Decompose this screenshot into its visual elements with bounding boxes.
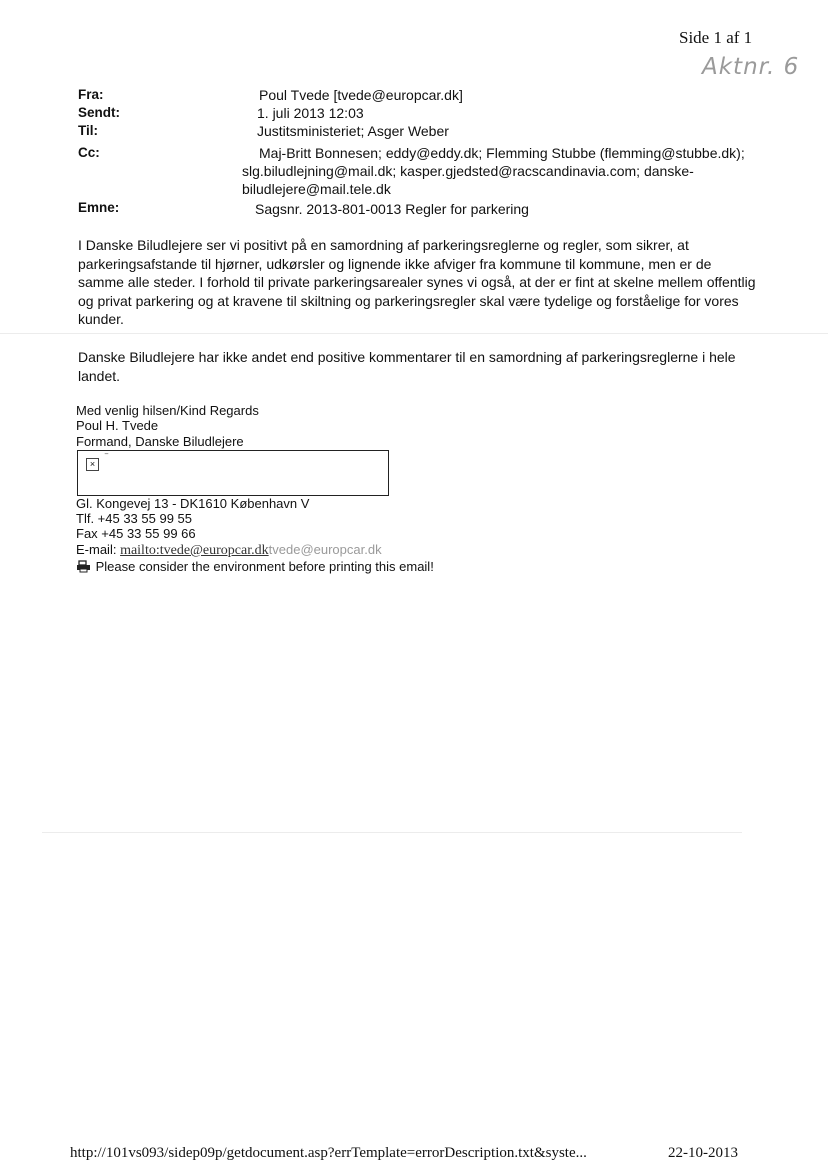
signature-email-line <box>76 542 382 559</box>
environment-note-text: Please consider the environment before printing this email! <box>95 559 434 574</box>
body-paragraph-1-text: I Danske Biludlejere ser vi positivt på en samordning af parkeringsreglerne og regler, som sikrer, at parkeringsafstande til hjørner, udkørsler og lignende ikke afviger fra kommune til kommune, men er de samme alle steder. I forhold til private parkeringsarealer synes vi også, at der er fint at skelne mellem offentlig og privat parkering og at kravene til skiltning og parkeringsregler skal være tydelige og forståelige for vores kunder. <box>78 237 756 327</box>
broken-image-caption-mark: ‾ <box>105 453 108 463</box>
footer-date: 22-10-2013 <box>668 1145 738 1161</box>
cc-label: Cc: <box>78 145 100 160</box>
signature-greeting: Med venlig hilsen/Kind Regards <box>76 403 259 418</box>
environment-note <box>76 559 434 575</box>
sent-label: Sendt: <box>78 105 120 120</box>
subject-label: Emne: <box>78 200 120 215</box>
signature-phone: Tlf. +45 33 55 99 55 <box>76 511 193 526</box>
broken-image-icon: × <box>86 458 99 471</box>
email-link[interactable]: mailto:tvede@europcar.dk <box>120 543 269 558</box>
page-number: Side 1 af 1 <box>679 28 753 47</box>
scan-line-2 <box>42 832 742 833</box>
body-paragraph-1 <box>78 236 758 329</box>
logo-image-placeholder <box>77 450 389 496</box>
email-label: E-mail: <box>76 542 121 557</box>
cc-line-3: biludlejere@mail.tele.dk <box>242 181 391 197</box>
signature-title: Formand, Danske Biludlejere <box>76 434 244 449</box>
cc-line-1: Maj-Britt Bonnesen; eddy@eddy.dk; Flemming Stubbe (flemming@stubbe.dk); <box>259 145 745 161</box>
signature-address: Gl. Kongevej 13 - DK1610 København V <box>76 496 310 511</box>
from-label: Fra: <box>78 87 104 102</box>
sent-value: 1. juli 2013 12:03 <box>257 105 364 121</box>
body-paragraph-2-text: Danske Biludlejere har ikke andet end positive kommentarer til en samordning af parkeringsreglerne i hele landet. <box>78 349 736 384</box>
cc-line-2: slg.biludlejning@mail.dk; kasper.gjedsted@racscandinavia.com; danske- <box>242 163 694 179</box>
handwritten-note: Aktnr. 6 <box>702 54 800 80</box>
from-value: Poul Tvede [tvede@europcar.dk] <box>259 87 463 103</box>
signature-name: Poul H. Tvede <box>76 418 159 433</box>
body-paragraph-2 <box>78 348 758 385</box>
to-value: Justitsministeriet; Asger Weber <box>257 123 449 139</box>
footer-url: http://101vs093/sidep09p/getdocument.asp?errTemplate=errorDescription.txt&syste... <box>70 1145 587 1161</box>
scan-line <box>0 333 828 334</box>
email-display: tvede@europcar.dk <box>268 542 382 557</box>
signature-fax: Fax +45 33 55 99 66 <box>76 526 196 541</box>
subject-value: Sagsnr. 2013-801-0013 Regler for parkering <box>255 201 529 217</box>
printer-icon <box>76 560 92 573</box>
to-label: Til: <box>78 123 98 138</box>
